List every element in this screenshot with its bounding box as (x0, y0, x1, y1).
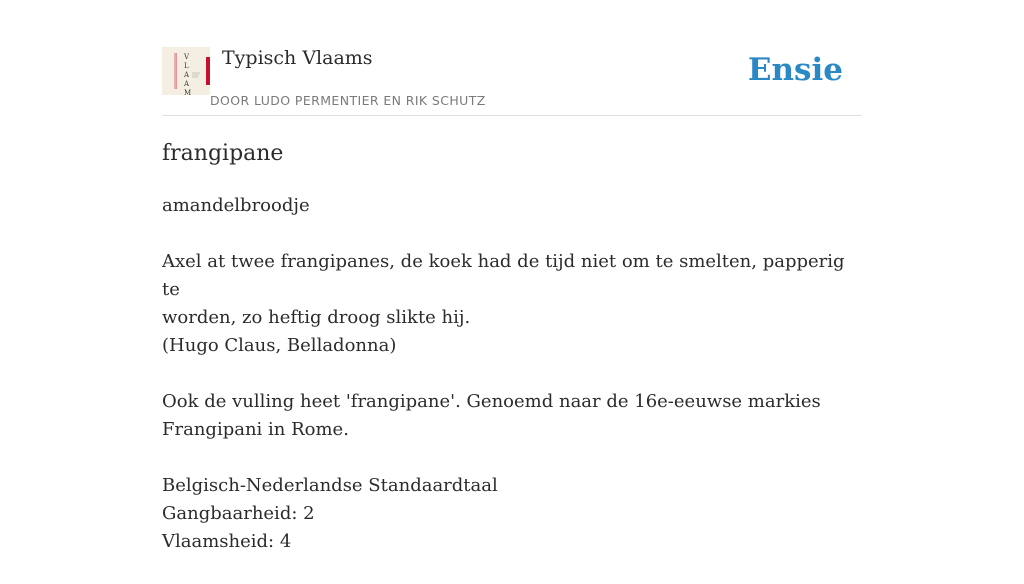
note-line: Ook de vulling heet 'frangipane'. Genoemd naar de 16e-eeuwse markies (162, 391, 821, 412)
quote-line: Axel at twee frangipanes, de koek had de tijd niet om te smelten, papperig te (162, 251, 845, 300)
page (162, 0, 862, 552)
meta-standard: Belgisch-Nederlandse Standaardtaal (162, 475, 498, 496)
svg-text:A: A (184, 80, 190, 88)
meta-paragraph (162, 472, 862, 556)
header (162, 0, 862, 116)
svg-text:M: M (184, 89, 192, 97)
definition-paragraph (162, 192, 862, 220)
svg-text:V: V (184, 53, 190, 61)
meta-gangbaarheid: Gangbaarheid: 2 (162, 503, 315, 524)
note-line: Frangipani in Rome. (162, 419, 349, 440)
quote-line: worden, zo heftig droog slikte hij. (162, 307, 471, 328)
entry-title: frangipane (162, 141, 284, 166)
book-cover-image (162, 47, 210, 95)
quote-source: (Hugo Claus, Belladonna) (162, 335, 397, 356)
note-paragraph (162, 388, 862, 444)
ensie-logo[interactable]: Ensie (747, 52, 843, 88)
book-authors: DOOR LUDO PERMENTIER EN RIK SCHUTZ (210, 93, 486, 108)
svg-text:L: L (184, 62, 189, 70)
quote-paragraph (162, 248, 862, 360)
book-title[interactable]: Typisch Vlaams (222, 47, 373, 69)
entry-body (162, 192, 862, 584)
book-cover-avatar[interactable] (162, 47, 210, 95)
definition-text: amandelbroodje (162, 195, 310, 216)
svg-text:A: A (184, 71, 190, 79)
meta-vlaamsheid: Vlaamsheid: 4 (162, 531, 292, 552)
